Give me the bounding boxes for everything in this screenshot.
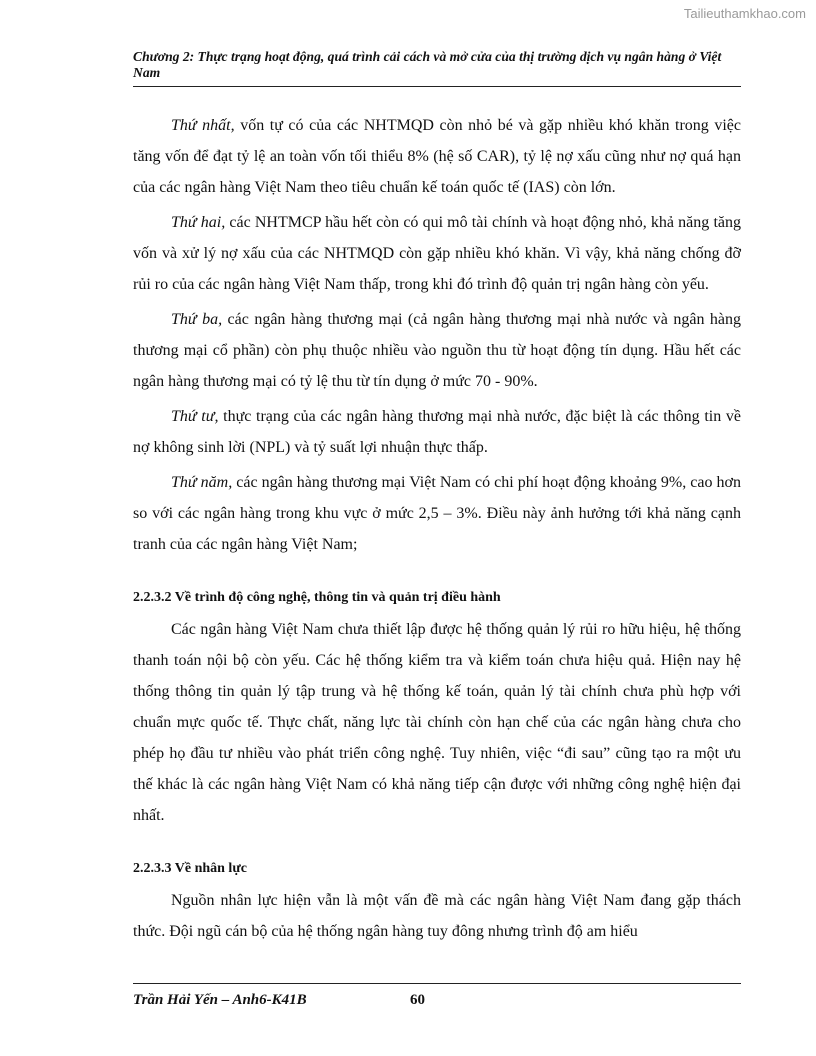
paragraph-lead: Thứ tư,	[171, 408, 219, 425]
paragraph-thu-nam	[133, 467, 741, 560]
paragraph-thu-tu	[133, 401, 741, 463]
paragraph-lead: Thứ ba,	[171, 311, 223, 328]
paragraph-text: vốn tự có của các NHTMQD còn nhỏ bé và gặp nhiều khó khăn trong việc tăng vốn để đạt tỷ lệ an toàn vốn tối thiểu 8% (hệ số CAR), tỷ lệ nợ xấu cũng như nợ quá hạn của các ngân hàng Việt Nam theo tiêu chuẩn kế toán quốc tế (IAS) còn lớn.	[133, 117, 742, 196]
paragraph-text: các ngân hàng thương mại Việt Nam có chi phí hoạt động khoảng 9%, cao hơn so với các ngân hàng trong khu vực ở mức 2,5 – 3%. Điều này ảnh hưởng tới khả năng cạnh tranh của các ngân hàng Việt Nam;	[133, 474, 741, 553]
paragraph-thu-hai	[133, 207, 741, 300]
footer-author: Trần Hải Yến – Anh6-K41B	[133, 992, 307, 1008]
paragraph-text: các ngân hàng thương mại (cả ngân hàng thương mại nhà nước và ngân hàng thương mại cổ phần) còn phụ thuộc nhiều vào nguồn thu từ hoạt động tín dụng. Hầu hết các ngân hàng thương mại có tỷ lệ thu từ tín dụng ở mức 70 - 90%.	[133, 311, 742, 390]
section-heading-technology: 2.2.3.2 Về trình độ công nghệ, thông tin và quản trị điều hành	[133, 590, 501, 605]
paragraph-thu-nhat	[133, 110, 741, 203]
paragraph-lead: Thứ năm,	[171, 474, 233, 491]
header-divider	[133, 86, 741, 87]
body-text	[133, 110, 741, 951]
paragraph-lead: Thứ hai,	[171, 214, 226, 231]
paragraph-text: thực trạng của các ngân hàng thương mại nhà nước, đặc biệt là các thông tin về nợ không sinh lời (NPL) và tỷ suất lợi nhuận thực thấp.	[133, 408, 741, 456]
paragraph-technology: Các ngân hàng Việt Nam chưa thiết lập được hệ thống quản lý rủi ro hữu hiệu, hệ thống thanh toán nội bộ còn yếu. Các hệ thống kiểm tra và kiểm toán chưa hiệu quả. Hiện nay hệ thống thông tin quản lý tập trung và hệ thống kế toán, quản lý tài chính chưa phù hợp với chuẩn mực quốc tế. Thực chất, năng lực tài chính còn hạn chế của các ngân hàng chưa cho phép họ đầu tư nhiều vào phát triển công nghệ. Tuy nhiên, việc “đi sau” cũng tạo ra một ưu thế khác là các ngân hàng Việt Nam có khả năng tiếp cận được với những công nghệ hiện đại nhất.	[133, 621, 741, 824]
watermark: Tailieuthamkhao.com	[683, 6, 806, 21]
paragraph-lead: Thứ nhất,	[171, 117, 235, 134]
paragraph-thu-ba	[133, 304, 741, 397]
paragraph-human-resources: Nguồn nhân lực hiện vẫn là một vấn đề mà các ngân hàng Việt Nam đang gặp thách thức. Đội ngũ cán bộ của hệ thống ngân hàng tuy đông nhưng trình độ am hiểu	[133, 892, 741, 940]
chapter-header: Chương 2: Thực trạng hoạt động, quá trình cải cách và mở cửa của thị trường dịch vụ ngân hàng ở Việt Nam	[133, 49, 722, 80]
section-heading-human-resources: 2.2.3.3 Về nhân lực	[133, 861, 247, 876]
page-number: 60	[410, 992, 425, 1008]
footer-divider	[133, 983, 741, 984]
paragraph-text: các NHTMCP hầu hết còn có qui mô tài chính và hoạt động nhỏ, khả năng tăng vốn và xử lý nợ xấu của các NHTMQD còn gặp nhiều khó khăn. Vì vậy, khả năng chống đỡ rủi ro của các ngân hàng Việt Nam thấp, trong khi đó trình độ quản trị ngân hàng còn yếu.	[133, 214, 741, 293]
